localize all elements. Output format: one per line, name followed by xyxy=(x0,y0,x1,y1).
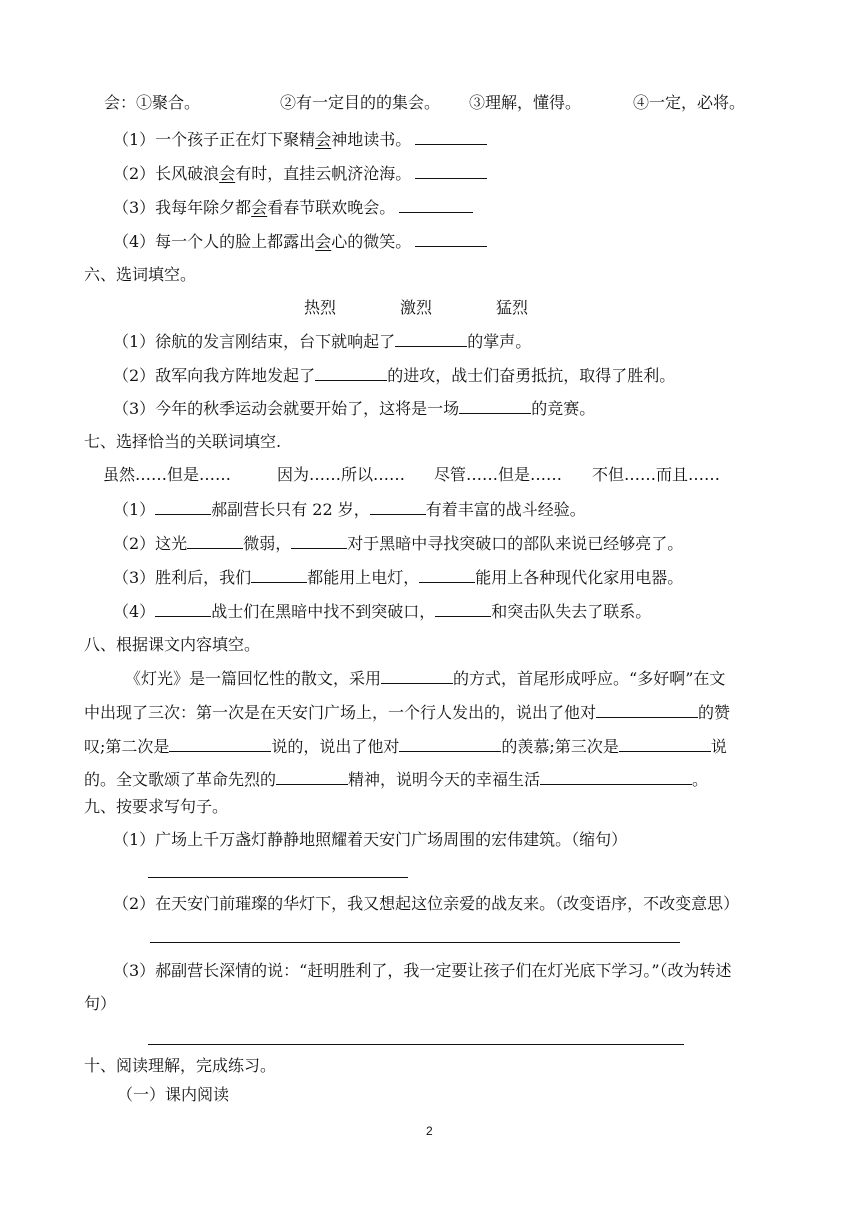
answer-blank[interactable] xyxy=(370,498,426,515)
answer-blank[interactable] xyxy=(395,330,467,347)
answer-blank[interactable] xyxy=(619,735,711,752)
s6-item-3: （3）今年的秋季运动会就要开始了，这将是一场 的竞赛。 xyxy=(113,399,596,418)
answer-blank[interactable] xyxy=(276,768,348,785)
s8-line-4: 的。全文歌颂了革命先烈的 精神，说明今天的幸福生活 。 xyxy=(84,770,709,789)
conjunction-option-4: 不但……而且…… xyxy=(592,465,721,484)
answer-line-2[interactable] xyxy=(150,942,680,943)
hui-meaning-2: ②有一定目的的集会。 xyxy=(280,93,441,112)
answer-blank[interactable] xyxy=(315,364,387,381)
answer-blank[interactable] xyxy=(251,566,307,583)
hui-item-2: （2）长风破浪会有时，直挂云帆济沧海。 xyxy=(113,162,487,185)
hui-item-1: （1）一个孩子正在灯下聚精会神地读书。 xyxy=(113,128,487,151)
page-number: 2 xyxy=(426,1124,433,1138)
answer-line-1[interactable] xyxy=(148,877,408,878)
answer-blank[interactable] xyxy=(155,600,211,617)
section-6-heading: 六、选词填空。 xyxy=(84,265,197,284)
s9-question-3-line-2: 句） xyxy=(84,994,117,1013)
section-10-heading: 十、阅读理解，完成练习。 xyxy=(84,1056,277,1075)
answer-blank[interactable] xyxy=(459,397,531,414)
word-option-3: 猛烈 xyxy=(496,298,529,317)
section-7-heading: 七、选择恰当的关联词填空. xyxy=(84,432,282,451)
hui-meanings-line xyxy=(104,92,200,114)
s7-item-3: （3）胜利后，我们 都能用上电灯， 能用上各种现代化家用电器。 xyxy=(113,568,684,587)
answer-blank[interactable] xyxy=(399,735,501,752)
hui-meaning-3: ③理解，懂得。 xyxy=(469,93,582,112)
s9-question-1: （1）广场上千万盏灯静静地照耀着天安门广场周围的宏伟建筑。（缩句） xyxy=(113,830,628,849)
s7-item-4: （4） 战士们在黑暗中找不到突破口， 和突击队失去了联系。 xyxy=(113,602,652,621)
s8-line-3: 叹;第二次是 说的，说出了他对 的羡慕;第三次是 说 xyxy=(84,737,727,756)
s8-line-2: 中出现了三次：第一次是在天安门广场上，一个行人发出的，说出了他对 的赞 xyxy=(84,703,731,722)
answer-blank[interactable] xyxy=(155,498,211,515)
section-10-subheading: （一）课内阅读 xyxy=(117,1085,230,1104)
answer-blank[interactable] xyxy=(419,566,475,583)
section-9-heading: 九、按要求写句子。 xyxy=(84,797,229,816)
answer-blank[interactable] xyxy=(187,532,243,549)
hui-item-4: （4）每一个人的脸上都露出会心的微笑。 xyxy=(113,230,487,253)
section-8-heading: 八、根据课文内容填空。 xyxy=(84,635,261,654)
hui-prefix: 会： xyxy=(104,93,137,112)
answer-blank[interactable] xyxy=(291,532,347,549)
answer-blank[interactable] xyxy=(169,735,271,752)
s9-question-3-line-1: （3）郝副营长深情的说：“赶明胜利了，我一定要让孩子们在灯光底下学习。”（改为转述 xyxy=(113,961,732,980)
answer-blank[interactable] xyxy=(399,196,473,213)
answer-line-3[interactable] xyxy=(148,1044,684,1045)
word-option-2: 激烈 xyxy=(400,298,433,317)
answer-blank[interactable] xyxy=(435,600,491,617)
answer-blank[interactable] xyxy=(415,162,487,179)
s7-item-1: （1） 郝副营长只有 22 岁， 有着丰富的战斗经验。 xyxy=(113,500,586,519)
hui-meaning-1: ①聚合。 xyxy=(136,93,201,112)
answer-blank[interactable] xyxy=(540,768,692,785)
hui-meaning-4: ④一定，必将。 xyxy=(633,93,746,112)
conjunction-option-2: 因为……所以…… xyxy=(277,465,406,484)
word-option-1: 热烈 xyxy=(304,298,337,317)
answer-blank[interactable] xyxy=(415,128,487,145)
conjunction-option-1: 虽然……但是…… xyxy=(103,465,232,484)
s8-line-1: 《灯光》是一篇回忆性的散文，采用 的方式，首尾形成呼应。“多好啊”在文 xyxy=(125,669,726,688)
hui-item-3: （3）我每年除夕都会看春节联欢晚会。 xyxy=(113,196,473,219)
answer-blank[interactable] xyxy=(415,230,487,247)
s7-item-2: （2）这光 微弱， 对于黑暗中寻找突破口的部队来说已经够亮了。 xyxy=(113,534,684,553)
s9-question-2: （2）在天安门前璀璨的华灯下，我又想起这位亲爱的战友来。（改变语序，不改变意思） xyxy=(113,894,740,913)
answer-blank[interactable] xyxy=(381,667,453,684)
s6-item-1: （1）徐航的发言刚结束，台下就响起了 的掌声。 xyxy=(113,332,532,351)
s6-item-2: （2）敌军向我方阵地发起了 的进攻，战士们奋勇抵抗，取得了胜利。 xyxy=(113,366,676,385)
answer-blank[interactable] xyxy=(596,701,698,718)
conjunction-option-3: 尽管……但是…… xyxy=(434,465,563,484)
